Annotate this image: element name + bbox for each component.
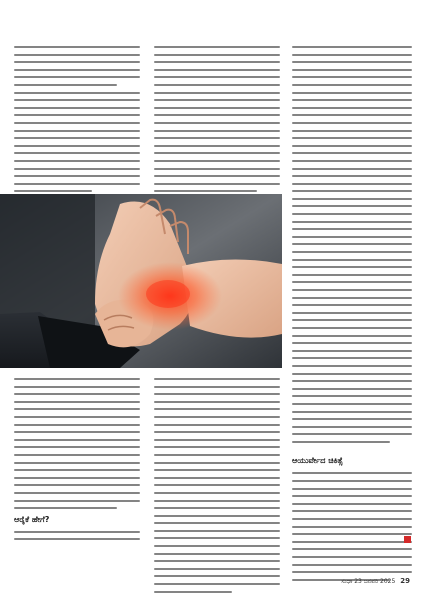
article-end-mark xyxy=(404,536,411,543)
right-column-text xyxy=(292,46,412,586)
middle-column-top-text xyxy=(154,46,280,198)
middle-column-bottom-text xyxy=(154,378,280,598)
left-column-top-text xyxy=(14,46,140,198)
left-column-bottom-text xyxy=(14,378,140,546)
photo-hands-wrist-pain xyxy=(0,194,282,368)
page-footer xyxy=(300,577,410,589)
footer-page-number: 29 xyxy=(400,577,410,585)
subheading-care: ಆರೈಕೆ ಹೇಗೆ? xyxy=(14,514,50,524)
footer-magazine-issue: ಸುಧಾ 23 ಜನವರಿ 2025 xyxy=(341,578,396,585)
wrist-pain-illustration xyxy=(0,194,282,368)
subheading-ayurveda-treatment: ಆಯುರ್ವೇದ ಚಿಕಿತ್ಸೆ xyxy=(292,456,343,466)
